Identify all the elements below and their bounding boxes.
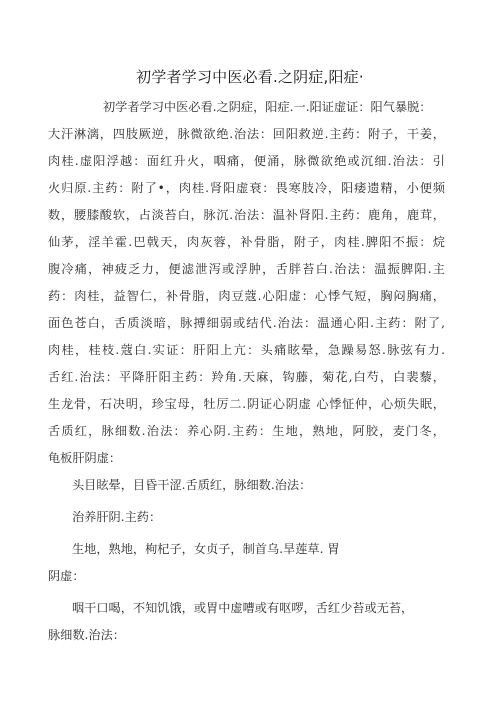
paragraph-line: 生地，熟地，枸杞子，女贞子，制首乌.旱莲草. 胃: [72, 542, 340, 556]
paragraph-line: 脉细数.治法：: [48, 628, 125, 642]
paragraph-line: 药：肉桂，益智仁，补骨脂，肉豆蔻.心阳虚：心悸气短，胸闷胸痛，: [48, 289, 445, 303]
paragraph-line: 仙茅，淫羊霍.巴戟天，肉灰蓉，补骨脂，附子，肉桂.脾阳不振：烷: [48, 235, 445, 249]
paragraph-line: 龟板肝阴虚：: [48, 451, 122, 465]
paragraph-line: 咽干口喝，不知饥饿，或胃中虚嘈或有呕啰，舌红少苔或无苔，: [72, 601, 414, 615]
paragraph-line: 面色苍白，舌质淡暗，脉搏细弱或结代.治法：温通心阳.主药：附了,: [48, 316, 445, 330]
document-title: 初学者学习中医必看.之阴症,阳症·: [136, 68, 364, 86]
paragraph-line: 治养肝阴.主药：: [72, 510, 162, 524]
paragraph-line: 肉桂，桂枝.蔻白.实证：肝阳上亢：头痛眩晕，急躁易怒.脉弦有力.: [48, 343, 445, 357]
paragraph-line: 火归原.主药：附了•，肉桂.肾阳虚衰：畏寒肢冷，阳痿遗精，小便频: [48, 181, 445, 195]
paragraph-line: 生龙骨，石决明，珍宝母，牡厉二.阴证心阴虚 心悸怔仲，心烦失眠，: [48, 397, 445, 411]
paragraph-line: 舌红.治法：平降肝阳主药：羚角.天麻，钩藤，菊花,白芍，白裴藜，: [48, 370, 445, 384]
paragraph-line: 肉桂.虚阳浮越：面红升火，咽痛，便涌，脉微欲绝或沉细.治法：引: [48, 154, 445, 168]
paragraph-line: 数，腰膝酸软，占淡苔白，脉沉.治法：温补肾阳.主药：鹿角，鹿茸，: [48, 208, 445, 222]
paragraph-line: 阴虚：: [48, 569, 85, 583]
paragraph-line: 腹冷痛，神疲乏力，便滤泄泻或浮肿，舌胖苔白.治法：温振脾阳.主: [48, 262, 445, 276]
paragraph-line: 舌质红，脉细数.治法：养心阴.主药：生地，熟地，阿胶，麦门冬，: [48, 424, 445, 438]
paragraph-line: 头目眩晕，目昏干涩.舌质红，脉细数.治法：: [72, 478, 312, 492]
paragraph-line: 初学者学习中医必看.之阴症，阳症.一.阳证虚证：阳气暴脱：: [103, 100, 432, 114]
paragraph-line: 大汗淋漓，四肢厥逆，脉微欲绝.治法：回阳救逆.主药：附子，干姜，: [48, 127, 445, 141]
